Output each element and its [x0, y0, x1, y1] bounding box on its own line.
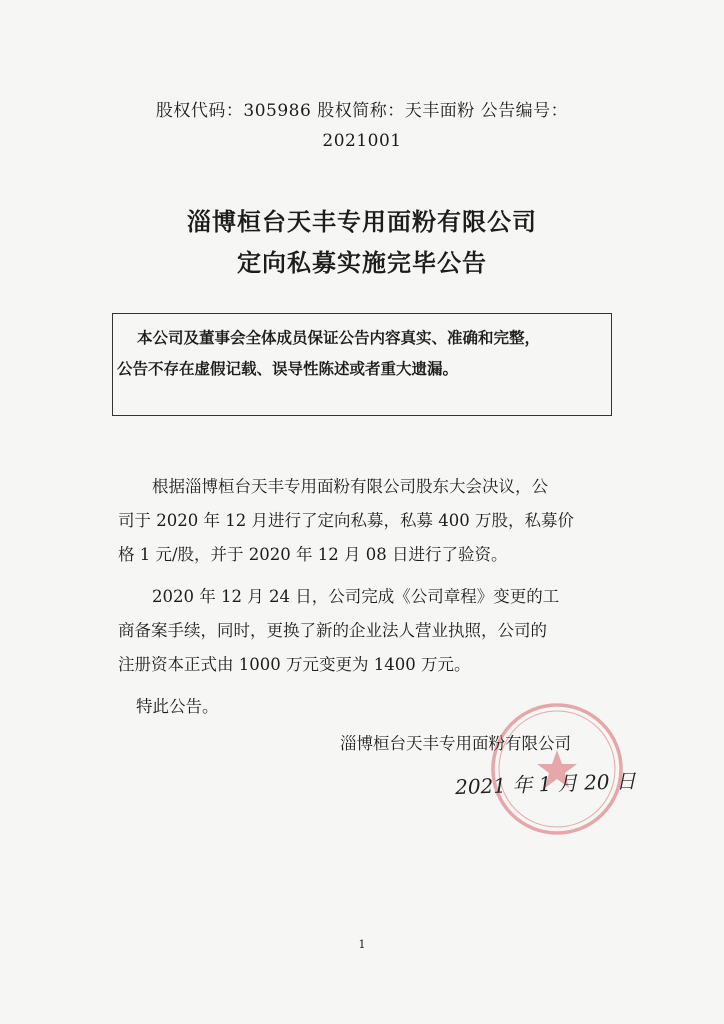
disclaimer-line-1: 本公司及董事会全体成员保证公告内容真实、准确和完整， [137, 328, 541, 347]
paragraph-2-line-1: 2020 年 12 月 24 日，公司完成《公司章程》变更的工 [152, 587, 560, 606]
paragraph-2-line-3: 注册资本正式由 1000 万元变更为 1400 万元。 [118, 655, 471, 674]
company-title: 淄博桓台天丰专用面粉有限公司 [187, 207, 537, 236]
closing-statement: 特此公告。 [136, 697, 219, 716]
paragraph-1-line-3: 格 1 元/股，并于 2020 年 12 月 08 日进行了验资。 [118, 545, 508, 564]
announcement-title: 定向私募实施完毕公告 [237, 248, 487, 277]
stock-code-line: 股权代码：305986 股权简称：天丰面粉 公告编号： [155, 101, 569, 121]
disclaimer-line-2: 公告不存在虚假记载、误导性陈述或者重大遗漏。 [117, 359, 459, 378]
paragraph-1-line-1: 根据淄博桓台天丰专用面粉有限公司股东大会决议，公 [152, 477, 548, 496]
announcement-number: 2021001 [322, 131, 402, 151]
disclaimer-box [112, 313, 612, 416]
signature-company: 淄博桓台天丰专用面粉有限公司 [340, 734, 571, 753]
signature-date: 2021 年 1 月 20 日 [454, 768, 637, 800]
paragraph-2-line-2: 商备案手续，同时，更换了新的企业法人营业执照，公司的 [118, 621, 547, 640]
paragraph-1-line-2: 司于 2020 年 12 月进行了定向私募，私募 400 万股，私募价 [118, 511, 574, 530]
page-number: 1 [358, 938, 366, 951]
